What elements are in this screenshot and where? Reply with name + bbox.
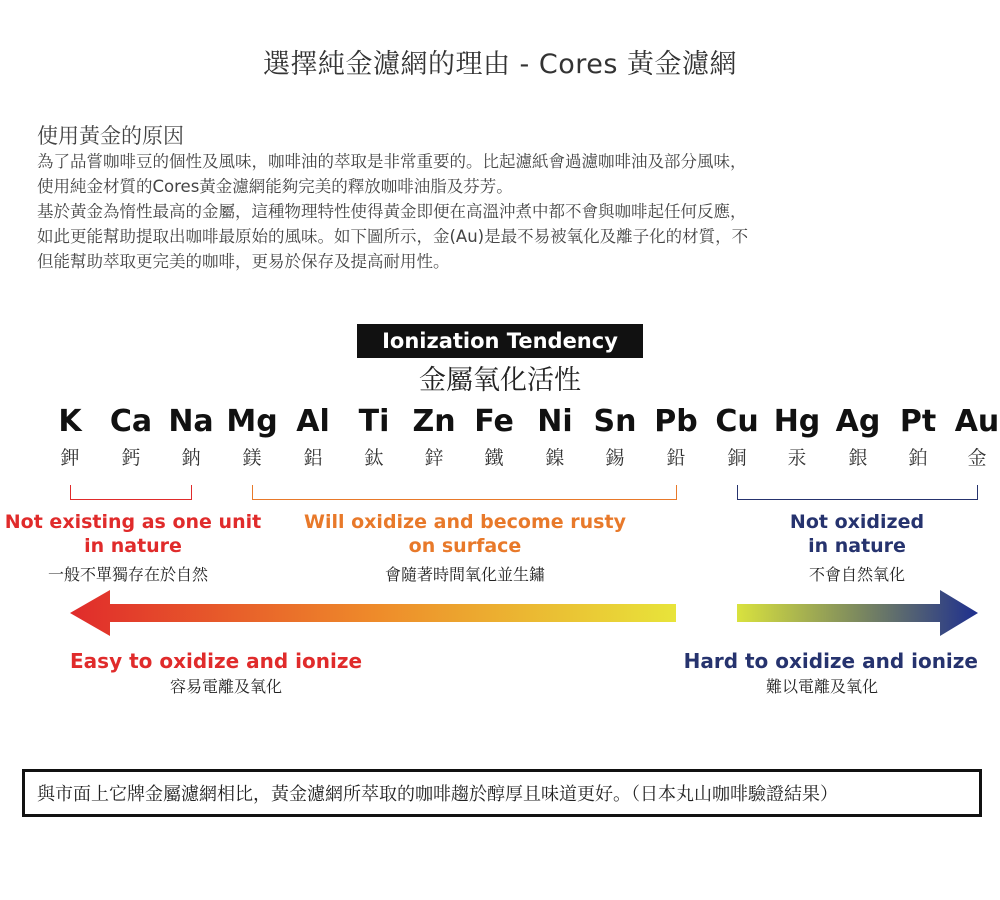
group-label-line: Not oxidized xyxy=(789,511,925,533)
element-symbol-ag: Ag xyxy=(835,404,881,439)
group-label-noble xyxy=(757,510,957,558)
arrow-right-segment xyxy=(737,590,978,636)
element-symbol-al: Al xyxy=(296,404,330,439)
element-name-sn: 錫 xyxy=(605,447,625,469)
section-heading: 使用黃金的原因 xyxy=(37,124,184,148)
element-symbol-ca: Ca xyxy=(109,404,153,439)
paragraph-line: 為了品嘗咖啡豆的個性及風味，咖啡油的萃取是非常重要的。比起濾紙會過濾咖啡油及部分風味， xyxy=(37,152,747,171)
element-symbol-hg: Hg xyxy=(773,404,821,439)
description-text xyxy=(37,149,957,274)
right-end-label: Hard to oxidize and ionize xyxy=(683,649,978,673)
element-symbol-zn: Zn xyxy=(412,404,456,439)
right-end-zh: 難以電離及氧化 xyxy=(765,677,878,696)
paragraph-line: 基於黃金為惰性最高的金屬，這種物理特性使得黃金即便在高溫沖煮中都不會與咖啡起任何反應， xyxy=(37,202,747,221)
bracket-unstable-group xyxy=(70,485,192,500)
element-name-k: 鉀 xyxy=(60,447,80,469)
left-end-zh: 容易電離及氧化 xyxy=(169,677,282,696)
element-symbol-ni: Ni xyxy=(537,404,573,439)
element-symbol-ti: Ti xyxy=(358,404,390,439)
element-symbol-k: K xyxy=(58,404,82,439)
element-name-pt: 鉑 xyxy=(908,447,928,469)
group-label-rusting xyxy=(280,510,650,558)
paragraph-line: 使用純金材質的Cores黃金濾網能夠完美的釋放咖啡油脂及芬芳。 xyxy=(37,177,513,196)
element-name-fe: 鐵 xyxy=(484,447,504,469)
group-label-line: Not existing as one unit xyxy=(4,511,262,533)
element-name-na: 鈉 xyxy=(181,447,201,469)
group-zh-rusting: 會隨著時間氧化並生鏽 xyxy=(384,565,545,584)
element-symbol-pt: Pt xyxy=(899,404,937,439)
bottom-note-text: 與市面上它牌金屬濾網相比，黃金濾網所萃取的咖啡趨於醇厚且味道更好。（日本丸山咖啡驗證結果） xyxy=(37,784,838,805)
element-symbol-pb: Pb xyxy=(654,404,698,439)
bracket-noble-group xyxy=(737,485,978,500)
element-name-au: 金 xyxy=(967,447,987,469)
chart-subtitle: 金屬氧化活性 xyxy=(419,365,581,396)
element-symbol-sn: Sn xyxy=(593,404,637,439)
bracket-rusting-group xyxy=(252,485,677,500)
ionization-arrow xyxy=(0,590,1000,640)
page-title: 選擇純金濾網的理由 - Cores 黃金濾網 xyxy=(262,49,738,80)
group-zh-noble: 不會自然氧化 xyxy=(808,565,905,584)
arrow-left-segment xyxy=(70,590,676,636)
paragraph-line: 但能幫助萃取更完美的咖啡，更易於保存及提高耐用性。 xyxy=(37,252,450,271)
chart-title: Ionization Tendency xyxy=(357,324,643,358)
element-name-hg: 汞 xyxy=(787,447,807,469)
element-name-ag: 銀 xyxy=(848,447,868,469)
element-symbol-na: Na xyxy=(168,404,214,439)
bottom-note-box xyxy=(22,769,982,817)
element-symbol-au: Au xyxy=(954,404,1000,439)
element-name-mg: 鎂 xyxy=(242,447,262,469)
group-zh-unstable: 一般不單獨存在於自然 xyxy=(47,565,208,584)
element-name-cu: 銅 xyxy=(727,447,747,469)
element-symbol-cu: Cu xyxy=(715,404,759,439)
element-name-ni: 鎳 xyxy=(545,447,565,469)
group-label-line: Will oxidize and become rusty xyxy=(304,511,626,533)
group-label-unstable xyxy=(0,510,266,558)
paragraph-line: 如此更能幫助提取出咖啡最原始的風味。如下圖所示，金(Au)是最不易被氧化及離子化的材質，不 xyxy=(37,227,749,246)
element-name-ti: 鈦 xyxy=(364,447,384,469)
element-symbol-fe: Fe xyxy=(474,404,514,439)
element-name-ca: 鈣 xyxy=(121,447,141,469)
element-symbol-mg: Mg xyxy=(226,404,278,439)
group-label-line: in nature xyxy=(808,535,906,557)
element-name-al: 鋁 xyxy=(303,447,323,469)
group-label-line: on surface xyxy=(408,535,522,557)
group-label-line: in nature xyxy=(84,535,182,557)
element-name-pb: 鉛 xyxy=(666,447,686,469)
left-end-label: Easy to oxidize and ionize xyxy=(70,649,363,673)
element-name-zn: 鋅 xyxy=(424,447,444,469)
